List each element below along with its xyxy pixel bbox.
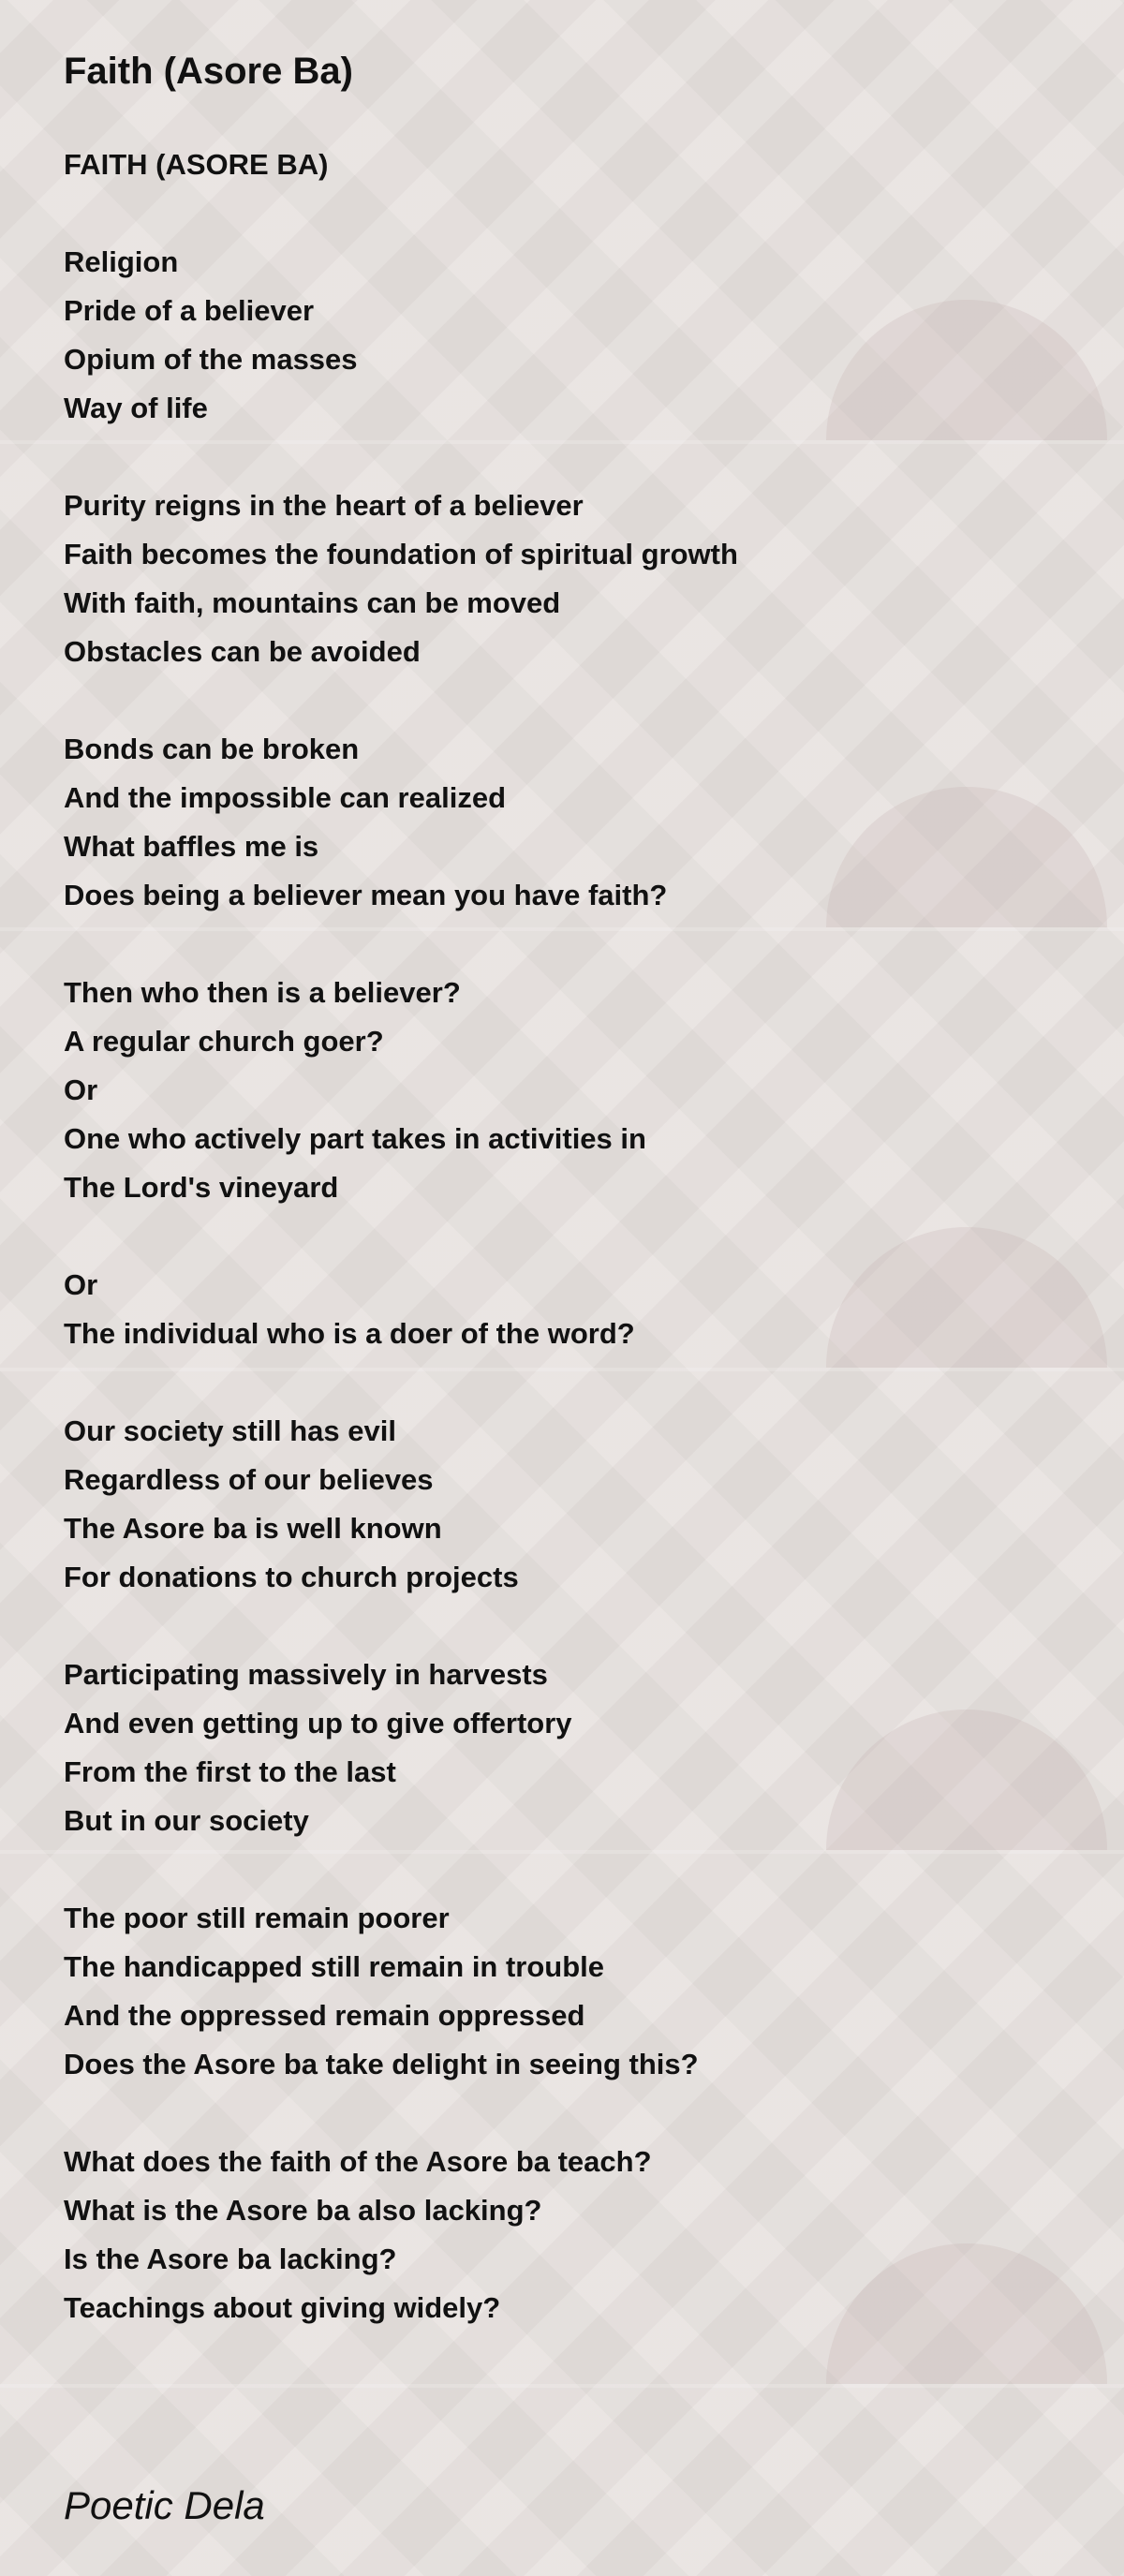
poem-line: But in our society bbox=[64, 1804, 309, 1837]
background-watermark-shape bbox=[826, 2243, 1107, 2384]
stanza bbox=[64, 1651, 738, 1845]
author-name: Poetic Dela bbox=[64, 2483, 265, 2527]
background-watermark-shape bbox=[826, 300, 1107, 440]
poem-line: Or bbox=[64, 1073, 98, 1106]
poem-line: One who actively part takes in activities in bbox=[64, 1122, 646, 1155]
poem-line: And the oppressed remain oppressed bbox=[64, 1999, 585, 2032]
poem-line: Participating massively in harvests bbox=[64, 1658, 548, 1691]
poem-line: Then who then is a believer? bbox=[64, 976, 461, 1009]
stanza bbox=[64, 1894, 738, 2089]
stanza bbox=[64, 1407, 738, 1602]
stanza bbox=[64, 238, 738, 433]
poem-line: Teachings about giving widely? bbox=[64, 2291, 501, 2324]
background-watermark-shape bbox=[826, 1710, 1107, 1850]
poem-line: Does the Asore ba take delight in seeing this? bbox=[64, 2048, 699, 2080]
poem-line: What does the faith of the Asore ba teach? bbox=[64, 2145, 652, 2178]
poem-line: A regular church goer? bbox=[64, 1025, 384, 1058]
background-band bbox=[0, 2384, 1124, 2388]
poem-line: Obstacles can be avoided bbox=[64, 635, 421, 668]
poem-line: From the first to the last bbox=[64, 1755, 396, 1788]
poem-line: For donations to church projects bbox=[64, 1561, 519, 1593]
poem-line: Is the Asore ba lacking? bbox=[64, 2243, 397, 2275]
poem-line: The Lord's vineyard bbox=[64, 1171, 339, 1204]
poem-line: Religion bbox=[64, 245, 179, 278]
stanza bbox=[64, 1261, 738, 1358]
poem-line: Does being a believer mean you have faith? bbox=[64, 879, 668, 911]
poem-line: And the impossible can realized bbox=[64, 781, 507, 814]
background-watermark-shape bbox=[826, 787, 1107, 927]
poem-line: Pride of a believer bbox=[64, 294, 315, 327]
poem-line: The poor still remain poorer bbox=[64, 1902, 450, 1934]
poem-line: The handicapped still remain in trouble bbox=[64, 1950, 605, 1983]
poem-line: Or bbox=[64, 1268, 98, 1301]
poem-line: Purity reigns in the heart of a believer bbox=[64, 489, 584, 522]
stanza bbox=[64, 2138, 738, 2332]
poem-line: What is the Asore ba also lacking? bbox=[64, 2194, 542, 2227]
poem-line: The individual who is a doer of the word? bbox=[64, 1317, 635, 1350]
background-watermark-shape bbox=[826, 1227, 1107, 1368]
stanza bbox=[64, 725, 738, 920]
poem-heading: FAITH (ASORE BA) bbox=[64, 148, 329, 181]
poem-line: Regardless of our believes bbox=[64, 1463, 434, 1496]
poem-line: And even getting up to give offertory bbox=[64, 1707, 572, 1740]
poem-title: Faith (Asore Ba) bbox=[64, 51, 353, 92]
poem-line: Bonds can be broken bbox=[64, 733, 360, 765]
stanza bbox=[64, 969, 738, 1212]
poem-body bbox=[64, 141, 738, 2332]
poem-line: Way of life bbox=[64, 392, 208, 424]
poem-line: Faith becomes the foundation of spiritual growth bbox=[64, 538, 738, 570]
stanza bbox=[64, 481, 738, 676]
poem-line: What baffles me is bbox=[64, 830, 319, 863]
poem-line: The Asore ba is well known bbox=[64, 1512, 442, 1545]
poem-line: Our society still has evil bbox=[64, 1414, 396, 1447]
poem-line: Opium of the masses bbox=[64, 343, 358, 376]
poem-line: With faith, mountains can be moved bbox=[64, 586, 561, 619]
